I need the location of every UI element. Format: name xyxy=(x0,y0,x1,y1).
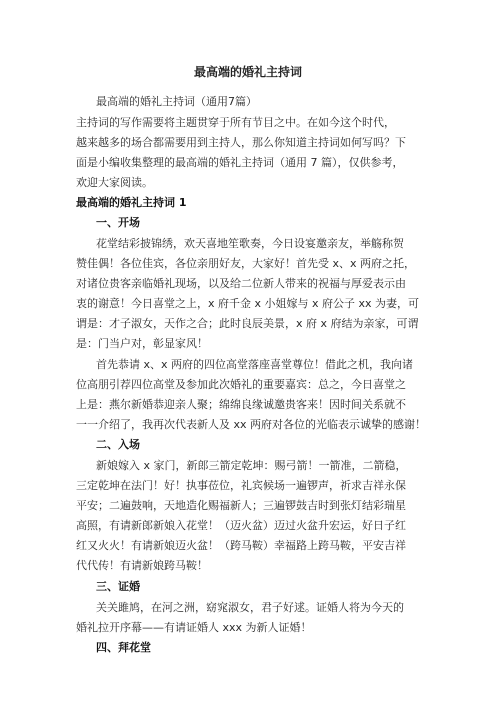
document-title: 最高端的婚礼主持词 xyxy=(193,65,302,79)
intro-line: 越来越多的场合都需要用到主持人，那么你知道主持词如何写吗？下 xyxy=(76,136,406,149)
paragraph-line: 代代传！有请新娘跨马鞍！ xyxy=(76,559,208,572)
paragraph-line: 三定乾坤在法门！好！执事莅位，礼宾候场一遍锣声，祈求吉祥永保 xyxy=(76,479,406,492)
paragraph-line: 婚礼拉开序幕——有请证婚人 xxx 为新人证婚！ xyxy=(76,621,312,634)
section-heading: 二、入场 xyxy=(96,438,140,451)
paragraph-line: 首先恭请 x、x 两府的四位高堂落座喜堂尊位！借此之机，我向诸 xyxy=(96,358,414,371)
intro-line: 主持词的写作需要将主题贯穿于所有节目之中。在如今这个时代， xyxy=(76,116,395,129)
paragraph-line: 平安；二遍鼓响，天地造化赐福新人；三遍锣鼓吉时到张灯结彩瑞星 xyxy=(76,499,406,512)
section-title: 最高端的婚礼主持词 1 xyxy=(76,196,187,209)
section-heading: 四、拜花堂 xyxy=(96,641,151,654)
paragraph-line: 是：门当户对，彰显家风！ xyxy=(76,337,208,350)
intro-line: 欢迎大家阅读。 xyxy=(76,176,153,189)
paragraph-line: 高照，有请新郎新娘入花堂！（迈火盆）迈过火盆升宏运，好日子红 xyxy=(76,519,406,532)
intro-line: 最高端的婚礼主持词（通用7篇） xyxy=(96,95,257,108)
paragraph-line: 赞佳偶！各位佳宾，各位亲朋好友，大家好！首先受 x、x 两府之托， xyxy=(76,257,416,270)
section-heading: 一、开场 xyxy=(96,216,140,229)
paragraph-line: 上是：燕尔新婚恭迎亲人聚；绵绵良缘诚邀贵客来！因时间关系就不 xyxy=(76,398,406,411)
paragraph-line: 新娘嫁入 x 家门，新郎三箭定乾坤：赐弓箭！一箭准，二箭稳， xyxy=(96,459,407,472)
paragraph-line: 一一介绍了，我再次代表新人及 xx 两府对各位的光临表示诚挚的感谢！ xyxy=(76,418,427,431)
paragraph-line: 位高朋引荐四位高堂及参加此次婚礼的重要嘉宾：总之，今日喜堂之 xyxy=(76,378,406,391)
section-heading: 三、证婚 xyxy=(96,580,140,593)
paragraph-line: 对诸位贵客亲临婚礼现场，以及给二位新人带来的祝福与厚爱表示由 xyxy=(76,277,406,290)
paragraph-line: 关关雎鸠，在河之洲，窈窕淑女，君子好逑。证婚人将为今天的 xyxy=(96,601,404,614)
intro-line: 面是小编收集整理的最高端的婚礼主持词（通用 7 篇），仅供参考， xyxy=(76,156,404,169)
paragraph-line: 谓是：才子淑女，天作之合；此时良辰美景，x 府 x 府结为亲家，可谓 xyxy=(76,317,419,330)
paragraph-line: 红又火火！有请新娘迈火盆！（跨马鞍）幸福路上跨马鞍，平安吉祥 xyxy=(76,539,406,552)
paragraph-line: 花堂结彩披锦绣，欢天喜地笙歌奏，今日设宴邀亲友，举觞称贺 xyxy=(96,237,404,250)
paragraph-line: 衷的谢意！今日喜堂之上，x 府千金 x 小姐嫁与 x 府公子 xx 为妻，可 xyxy=(76,297,420,310)
